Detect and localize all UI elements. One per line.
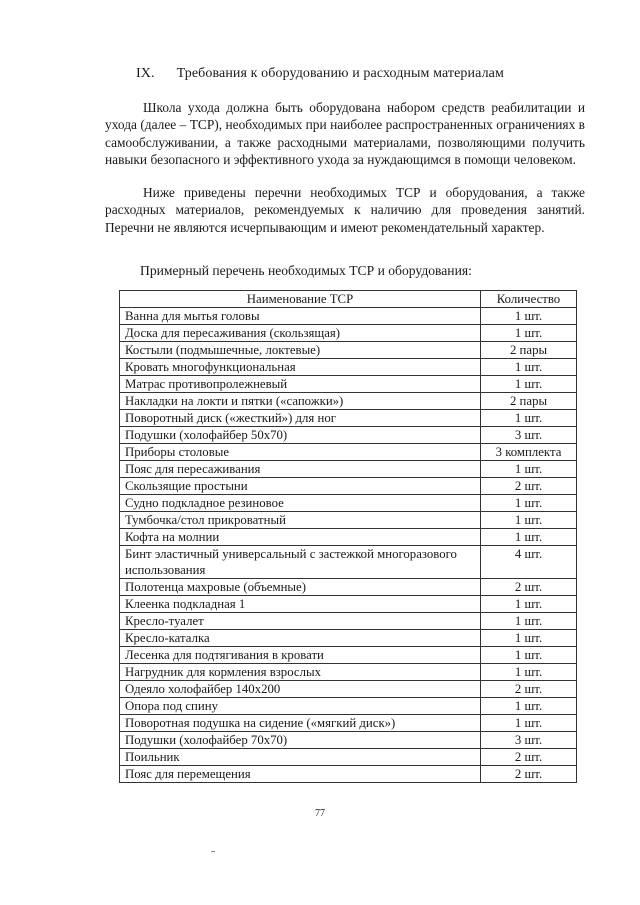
item-name: Скользящие простыни <box>120 478 481 495</box>
item-quantity: 1 шт. <box>481 495 577 512</box>
item-quantity: 1 шт. <box>481 647 577 664</box>
scan-speck <box>211 851 215 852</box>
item-quantity: 1 шт. <box>481 630 577 647</box>
table-title: Примерный перечень необходимых ТСР и оборудования: <box>140 263 472 278</box>
item-name: Нагрудник для кормления взрослых <box>120 664 481 681</box>
item-name: Полотенца махровые (объемные) <box>120 579 481 596</box>
table-row <box>120 630 577 647</box>
table-row <box>120 596 577 613</box>
item-quantity: 1 шт. <box>481 664 577 681</box>
item-quantity: 2 пары <box>481 342 577 359</box>
table-row <box>120 698 577 715</box>
table-row <box>120 376 577 393</box>
item-name: Пояс для пересаживания <box>120 461 481 478</box>
item-name: Кофта на молнии <box>120 529 481 546</box>
table-row <box>120 342 577 359</box>
table-row <box>120 613 577 630</box>
table-row <box>120 715 577 732</box>
column-header-name: Наименование ТСР <box>120 291 481 308</box>
section-heading <box>0 66 640 82</box>
table-row <box>120 308 577 325</box>
item-quantity: 2 шт. <box>481 579 577 596</box>
item-name: Судно подкладное резиновое <box>120 495 481 512</box>
item-quantity: 2 пары <box>481 393 577 410</box>
table-row <box>120 732 577 749</box>
item-quantity: 1 шт. <box>481 461 577 478</box>
table-header-row <box>120 291 577 308</box>
item-name: Кресло-каталка <box>120 630 481 647</box>
item-name: Тумбочка/стол прикроватный <box>120 512 481 529</box>
table-row <box>120 325 577 342</box>
item-name: Поворотный диск («жесткий») для ног <box>120 410 481 427</box>
item-name: Костыли (подмышечные, локтевые) <box>120 342 481 359</box>
table-row <box>120 427 577 444</box>
item-name: Кровать многофункциональная <box>120 359 481 376</box>
table-row <box>120 393 577 410</box>
item-quantity: 1 шт. <box>481 715 577 732</box>
item-quantity: 1 шт. <box>481 359 577 376</box>
item-quantity: 3 комплекта <box>481 444 577 461</box>
item-quantity: 1 шт. <box>481 325 577 342</box>
item-quantity: 3 шт. <box>481 427 577 444</box>
table-row <box>120 766 577 783</box>
item-quantity: 1 шт. <box>481 376 577 393</box>
page-number: 77 <box>315 808 325 819</box>
item-name: Поворотная подушка на сидение («мягкий диск») <box>120 715 481 732</box>
table-row <box>120 461 577 478</box>
item-quantity: 2 шт. <box>481 478 577 495</box>
item-name: Ванна для мытья головы <box>120 308 481 325</box>
item-name: Накладки на локти и пятки («сапожки») <box>120 393 481 410</box>
item-name: Одеяло холофайбер 140х200 <box>120 681 481 698</box>
item-quantity: 1 шт. <box>481 698 577 715</box>
section-title: Требования к оборудованию и расходным материалам <box>176 66 504 81</box>
table-row <box>120 579 577 596</box>
table-row <box>120 529 577 546</box>
lists-note-paragraph: Ниже приведены перечни необходимых ТСР и оборудования, а также расходных материалов, рекомендуемых к наличию для проведения занятий. Перечни не являются исчерпывающим и имеют рекомендательный характер. <box>105 185 585 235</box>
table-row <box>120 495 577 512</box>
table-row <box>120 681 577 698</box>
item-quantity: 1 шт. <box>481 613 577 630</box>
table-row <box>120 647 577 664</box>
item-name: Пояс для перемещения <box>120 766 481 783</box>
item-quantity: 2 шт. <box>481 749 577 766</box>
item-name: Кресло-туалет <box>120 613 481 630</box>
item-quantity: 4 шт. <box>481 546 577 579</box>
table-body <box>120 308 577 783</box>
table-row <box>120 749 577 766</box>
item-name: Приборы столовые <box>120 444 481 461</box>
item-name: Поильник <box>120 749 481 766</box>
item-name: Доска для пересаживания (скользящая) <box>120 325 481 342</box>
intro-paragraph: Школа ухода должна быть оборудована набором средств реабилитации и ухода (далее – ТСР), необходимых при наиболее распространенных ограничениях в самообслуживании, а также расходными материалами, позволяющими получить навыки безопасного и эффективного ухода за нуждающимся в помощи человеком. <box>105 100 585 167</box>
table-row <box>120 512 577 529</box>
table-row <box>120 359 577 376</box>
item-name: Клеенка подкладная 1 <box>120 596 481 613</box>
item-quantity: 1 шт. <box>481 410 577 427</box>
item-name: Бинт эластичный универсальный с застежкой многоразового использования <box>120 546 481 579</box>
table-row <box>120 664 577 681</box>
table-row <box>120 410 577 427</box>
item-name: Лесенка для подтягивания в кровати <box>120 647 481 664</box>
item-name: Матрас противопролежневый <box>120 376 481 393</box>
equipment-table <box>119 290 577 783</box>
item-quantity: 1 шт. <box>481 512 577 529</box>
item-quantity: 3 шт. <box>481 732 577 749</box>
table-row <box>120 444 577 461</box>
item-quantity: 2 шт. <box>481 681 577 698</box>
column-header-quantity: Количество <box>481 291 577 308</box>
item-quantity: 1 шт. <box>481 596 577 613</box>
item-quantity: 2 шт. <box>481 766 577 783</box>
table-row <box>120 478 577 495</box>
section-number: IX. <box>136 66 155 81</box>
item-quantity: 1 шт. <box>481 529 577 546</box>
item-quantity: 1 шт. <box>481 308 577 325</box>
table-row <box>120 546 577 579</box>
item-name: Подушки (холофайбер 70х70) <box>120 732 481 749</box>
item-name: Опора под спину <box>120 698 481 715</box>
item-name: Подушки (холофайбер 50х70) <box>120 427 481 444</box>
